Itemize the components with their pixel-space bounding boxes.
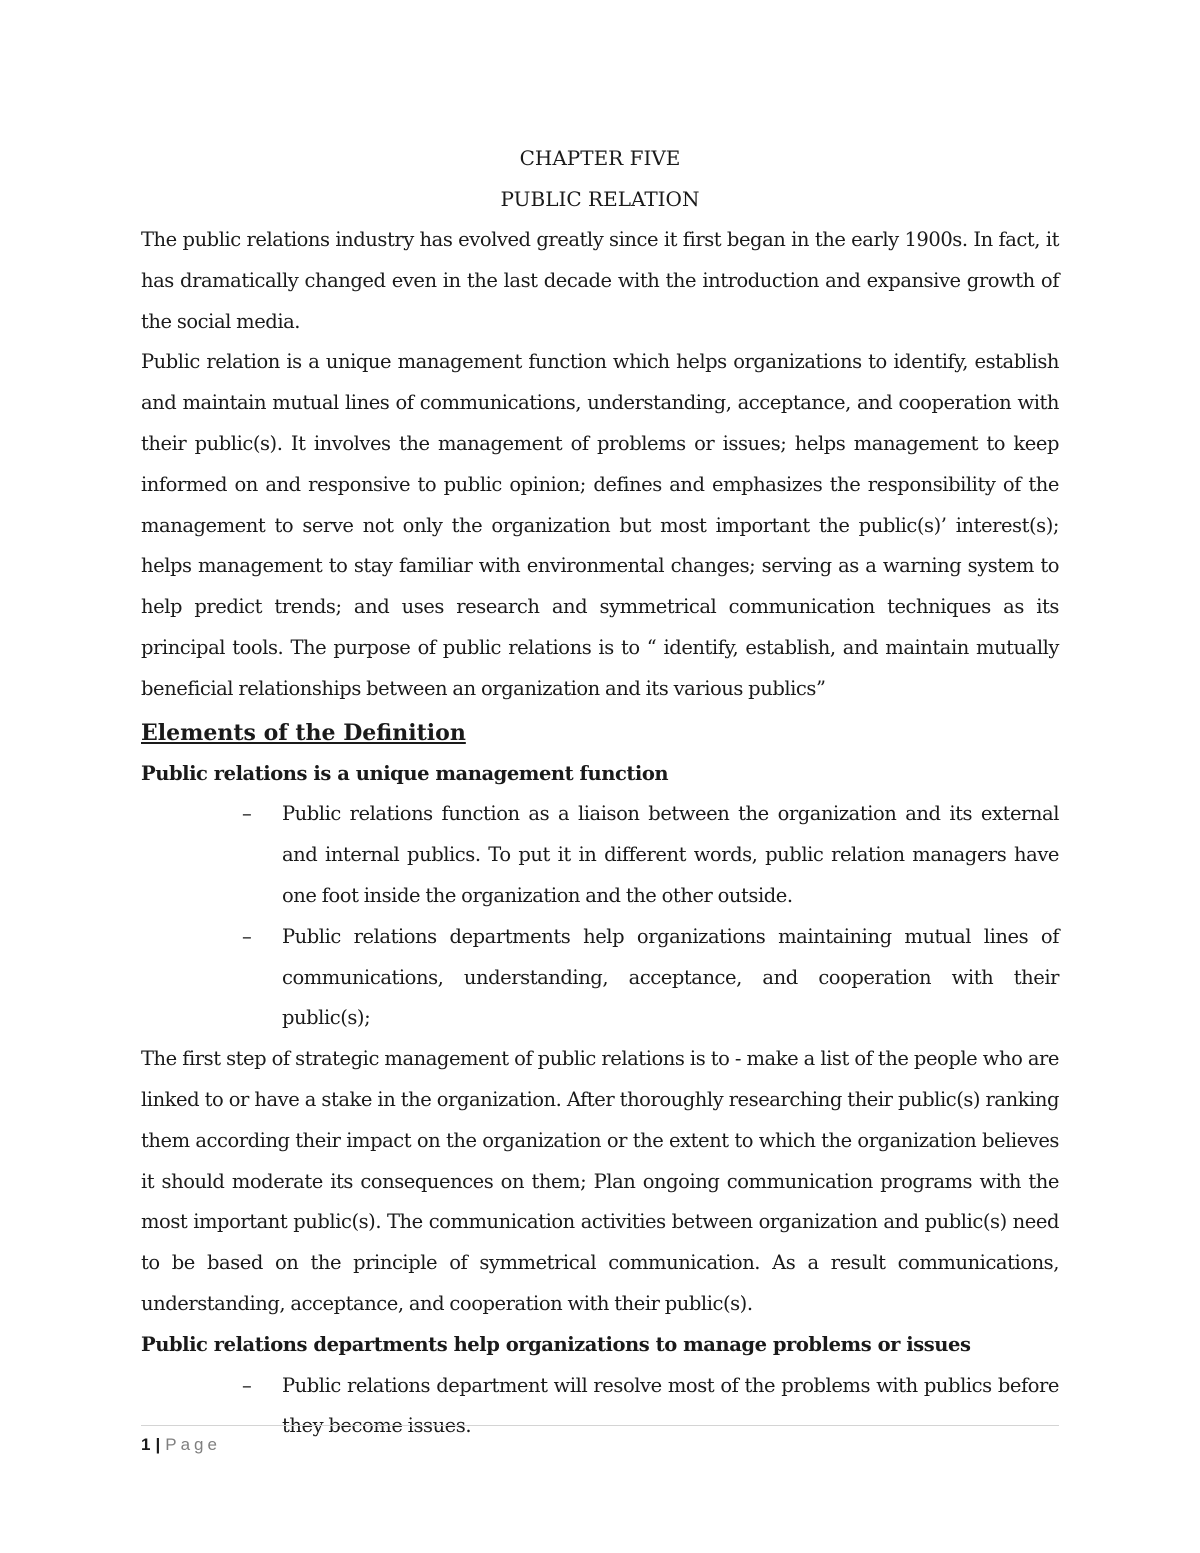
list-item-text: Public relations department will resolve most of the problems with publics before they become issues. — [282, 1373, 1059, 1438]
section-heading: Public relations is a unique management function — [141, 761, 669, 785]
list-item-text: Public relations departments help organizations maintaining mutual lines of communications, understanding, acceptance, and cooperation with their public(s); — [282, 924, 1059, 1030]
list-item — [242, 794, 1059, 916]
section-heading: Public relations departments help organizations to manage problems or issues — [141, 1332, 971, 1356]
document-page — [141, 138, 1059, 1447]
footer-separator: | — [155, 1435, 161, 1454]
strategic-paragraph: The first step of strategic management of public relations is to - make a list of the people who are linked to or have a stake in the organization. After thoroughly researching their public(s) ranking them according their impact on the organization or the extent to which the organization believes it should moderate its consequences on them; Plan ongoing communication programs with the most important public(s). The communication activities between organization and public(s) need to be based on the principle of symmetrical communication. As a result communications, understanding, acceptance, and cooperation with their public(s). — [141, 1047, 1059, 1315]
footer-divider — [141, 1425, 1059, 1426]
page-footer — [141, 1432, 221, 1458]
dash-bullet: – — [242, 802, 252, 826]
list-item-text: Public relations function as a liaison between the organization and its external and internal publics. To put it in different words, public relation managers have one foot inside the organization and the other outside. — [282, 802, 1059, 907]
dash-list — [141, 1366, 1059, 1448]
list-item — [242, 917, 1059, 1039]
page-label: Page — [165, 1435, 221, 1454]
elements-heading: Elements of the Definition — [141, 719, 466, 746]
dash-bullet: – — [242, 1373, 252, 1397]
intro-paragraph: The public relations industry has evolved greatly since it first began in the early 1900s. In fact, it has dramatically changed even in the last decade with the introduction and expansive growth of the social media. — [141, 228, 1059, 333]
definition-paragraph: Public relation is a unique management function which helps organizations to identify, establish and maintain mutual lines of communications, understanding, acceptance, and cooperation with their public(s). It involves the management of problems or issues; helps management to keep informed on and responsive to public opinion; defines and emphasizes the responsibility of the management to serve not only the organization but most important the public(s)’ interest(s); helps management to stay familiar with environmental changes; serving as a warning system to help predict trends; and uses research and symmetrical communication techniques as its principal tools. The purpose of public relations is to “ identify, establish, and maintain mutually beneficial relationships between an organization and its various publics” — [141, 350, 1059, 700]
dash-bullet: – — [242, 924, 252, 948]
dash-list — [141, 794, 1059, 1039]
chapter-title: PUBLIC RELATION — [500, 187, 700, 211]
list-item — [242, 1366, 1059, 1448]
chapter-label: CHAPTER FIVE — [519, 146, 681, 170]
page-number: 1 — [141, 1435, 151, 1454]
